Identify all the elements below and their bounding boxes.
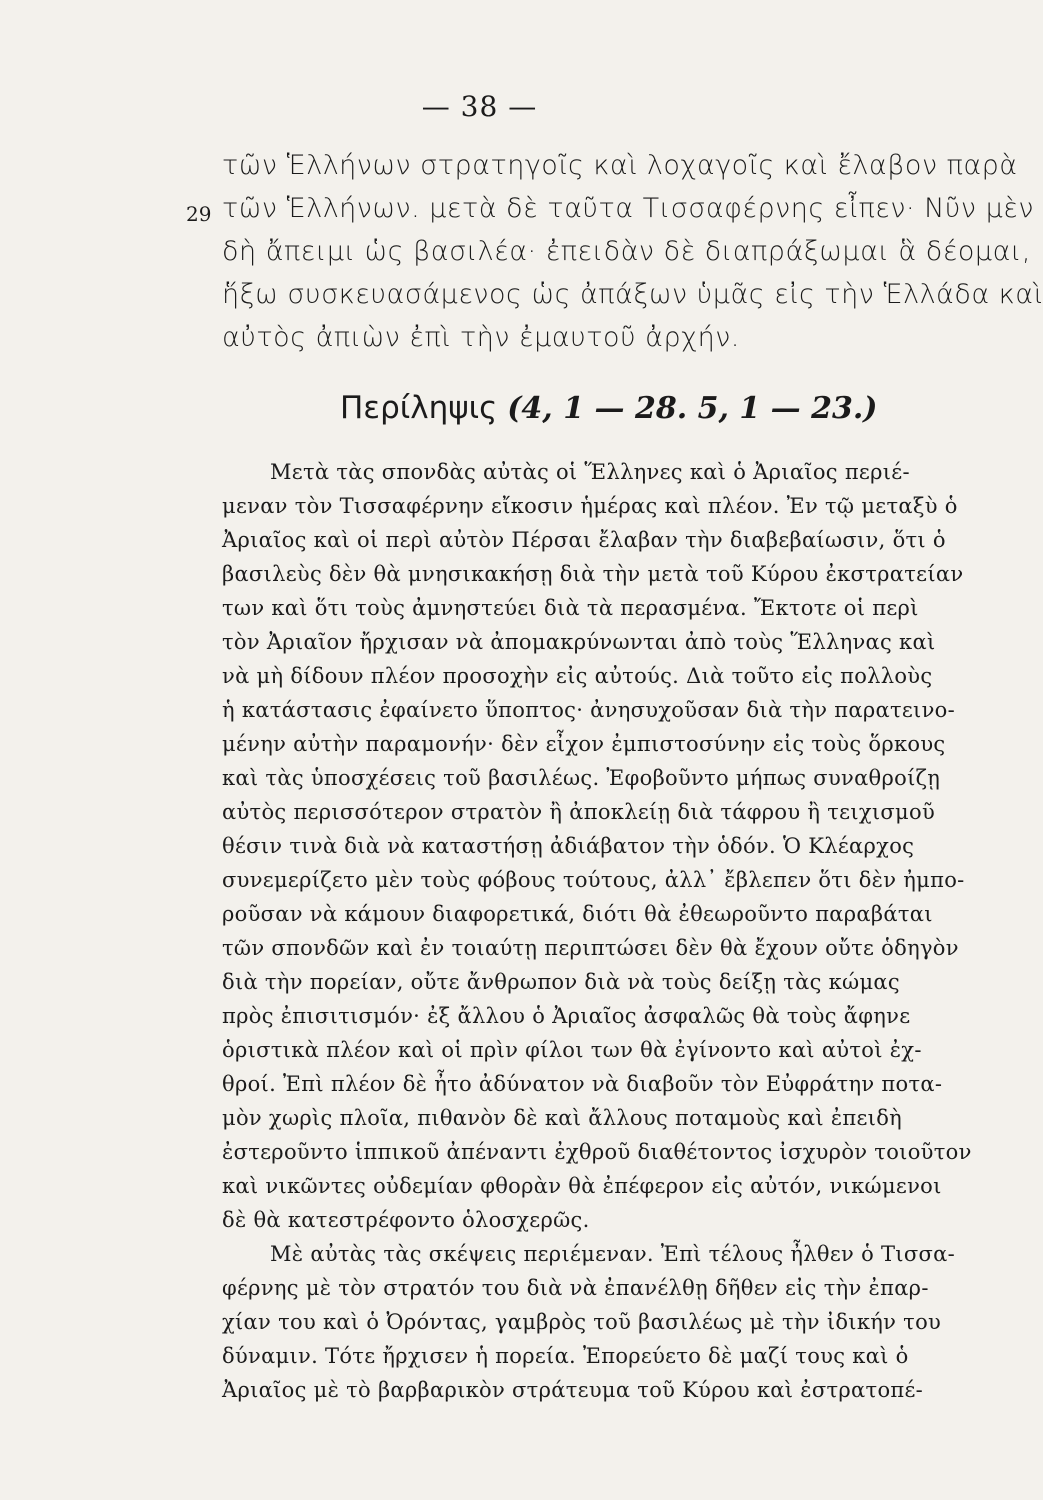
summary-line: χίαν του καὶ ὁ Ὀρόντας, γαμβρὸς τοῦ βασιλέως μὲ τὴν ἰδικήν του <box>222 1310 942 1334</box>
summary-line: Μετὰ τὰς σπονδὰς αὐτὰς οἱ Ἕλληνες καὶ ὁ Ἀριαῖος περιέ- <box>270 460 910 484</box>
ancient-line: δὴ ἄπειμι ὡς βασιλέα· ἐπειδὰν δὲ διαπράξωμαι ἃ δέομαι, <box>222 236 1031 267</box>
summary-line: πρὸς ἐπισιτισμόν· ἐξ ἄλλου ὁ Ἀριαῖος ἀσφαλῶς θὰ τοὺς ἄφηνε <box>222 1004 911 1028</box>
summary-line: Ἀριαῖος καὶ οἱ περὶ αὐτὸν Πέρσαι ἔλαβαν τὴν διαβεβαίωσιν, ὅτι ὁ <box>222 528 946 552</box>
summary-line: Μὲ αὐτὰς τὰς σκέψεις περιέμεναν. Ἐπὶ τέλους ἦλθεν ὁ Τισσα- <box>270 1242 955 1266</box>
summary-line: ὁριστικὰ πλέον καὶ οἱ πρὶν φίλοι των θὰ ἐγίνοντο καὶ αὐτοὶ ἐχ- <box>222 1038 922 1062</box>
summary-line: θροί. Ἐπὶ πλέον δὲ ἦτο ἀδύνατον νὰ διαβοῦν τὸν Εὐφράτην ποτα- <box>222 1072 943 1096</box>
summary-line: καὶ τὰς ὑποσχέσεις τοῦ βασιλέως. Ἐφοβοῦντο μήπως συναθροίζῃ <box>222 766 941 790</box>
summary-line: καὶ νικῶντες οὐδεμίαν φθορὰν θὰ ἐπέφερον εἰς αὐτόν, νικώμενοι <box>222 1174 942 1198</box>
ancient-line: ἥξω συσκευασάμενος ὡς ἀπάξων ὑμᾶς εἰς τὴν Ἑλλάδα καὶ <box>222 279 1043 310</box>
summary-line: των καὶ ὅτι τοὺς ἀμνηστεύει διὰ τὰ περασμένα. Ἔκτοτε οἱ περὶ <box>222 596 919 620</box>
summary-line: νὰ μὴ δίδουν πλέον προσοχὴν εἰς αὐτούς. Διὰ τοῦτο εἰς πολλοὺς <box>222 664 933 688</box>
margin-line-number: 29 <box>186 202 212 226</box>
page-number: — 38 — <box>421 90 538 123</box>
summary-line: φέρνης μὲ τὸν στρατόν του διὰ νὰ ἐπανέλθῃ δῆθεν εἰς τὴν ἐπαρ- <box>222 1276 929 1300</box>
summary-line: ἡ κατάστασις ἐφαίνετο ὕποπτος· ἀνησυχοῦσαν διὰ τὴν παρατεινο- <box>222 698 955 722</box>
summary-line: βασιλεὺς δὲν θὰ μνησικακήσῃ διὰ τὴν μετὰ τοῦ Κύρου ἐκστρατείαν <box>222 562 964 586</box>
summary-line: μὸν χωρὶς πλοῖα, πιθανὸν δὲ καὶ ἄλλους ποταμοὺς καὶ ἐπειδὴ <box>222 1106 903 1130</box>
summary-line: Ἀριαῖος μὲ τὸ βαρβαρικὸν στράτευμα τοῦ Κύρου καὶ ἐστρατοπέ- <box>222 1378 924 1402</box>
ancient-line: αὐτὸς ἀπιὼν ἐπὶ τὴν ἐμαυτοῦ ἀρχήν. <box>222 322 740 353</box>
summary-line: τὸν Ἀριαῖον ἤρχισαν νὰ ἀπομακρύνωνται ἀπὸ τοὺς Ἕλληνας καὶ <box>222 630 936 654</box>
summary-line: δύναμιν. Τότε ἤρχισεν ἡ πορεία. Ἐπορεύετο δὲ μαζί τους καὶ ὁ <box>222 1344 909 1368</box>
summary-line: ροῦσαν νὰ κάμουν διαφορετικά, διότι θὰ ἐθεωροῦντο παραβάται <box>222 902 933 926</box>
summary-line: δὲ θὰ κατεστρέφοντο ὁλοσχερῶς. <box>222 1208 590 1232</box>
summary-line: ἐστεροῦντο ἱππικοῦ ἀπέναντι ἐχθροῦ διαθέτοντος ἰσχυρὸν τοιοῦτον <box>222 1140 972 1164</box>
summary-heading-reference: (4, 1 — 28. 5, 1 — 23.) <box>507 391 878 426</box>
summary-line: θέσιν τινὰ διὰ νὰ καταστήσῃ ἀδιάβατον τὴν ὁδόν. Ὁ Κλέαρχος <box>222 834 915 858</box>
summary-line: μένην αὐτὴν παραμονήν· δὲν εἶχον ἐμπιστοσύνην εἰς τοὺς ὅρκους <box>222 732 946 756</box>
summary-line: τῶν σπονδῶν καὶ ἐν τοιαύτῃ περιπτώσει δὲν θὰ ἔχουν οὔτε ὁδηγὸν <box>222 936 959 960</box>
summary-heading <box>340 390 878 426</box>
summary-heading-title: Περίληψις <box>340 390 498 426</box>
ancient-line: τῶν Ἑλλήνων. μετὰ δὲ ταῦτα Τισσαφέρνης εἶπεν· Νῦν μὲν <box>222 193 1034 224</box>
summary-line: συνεμερίζετο μὲν τοὺς φόβους τούτους, ἀλλ᾽ ἔβλεπεν ὅτι δὲν ἠμπο- <box>222 868 965 892</box>
summary-line: μεναν τὸν Τισσαφέρνην εἴκοσιν ἡμέρας καὶ πλέον. Ἐν τῷ μεταξὺ ὁ <box>222 494 958 518</box>
summary-line: διὰ τὴν πορείαν, οὔτε ἄνθρωπον διὰ νὰ τοὺς δείξῃ τὰς κώμας <box>222 970 900 994</box>
ancient-line: τῶν Ἑλλήνων στρατηγοῖς καὶ λοχαγοῖς καὶ ἔλαβον παρὰ <box>222 150 1018 181</box>
summary-line: αὐτὸς περισσότερον στρατὸν ἢ ἀποκλείῃ διὰ τάφρου ἢ τειχισμοῦ <box>222 800 936 824</box>
